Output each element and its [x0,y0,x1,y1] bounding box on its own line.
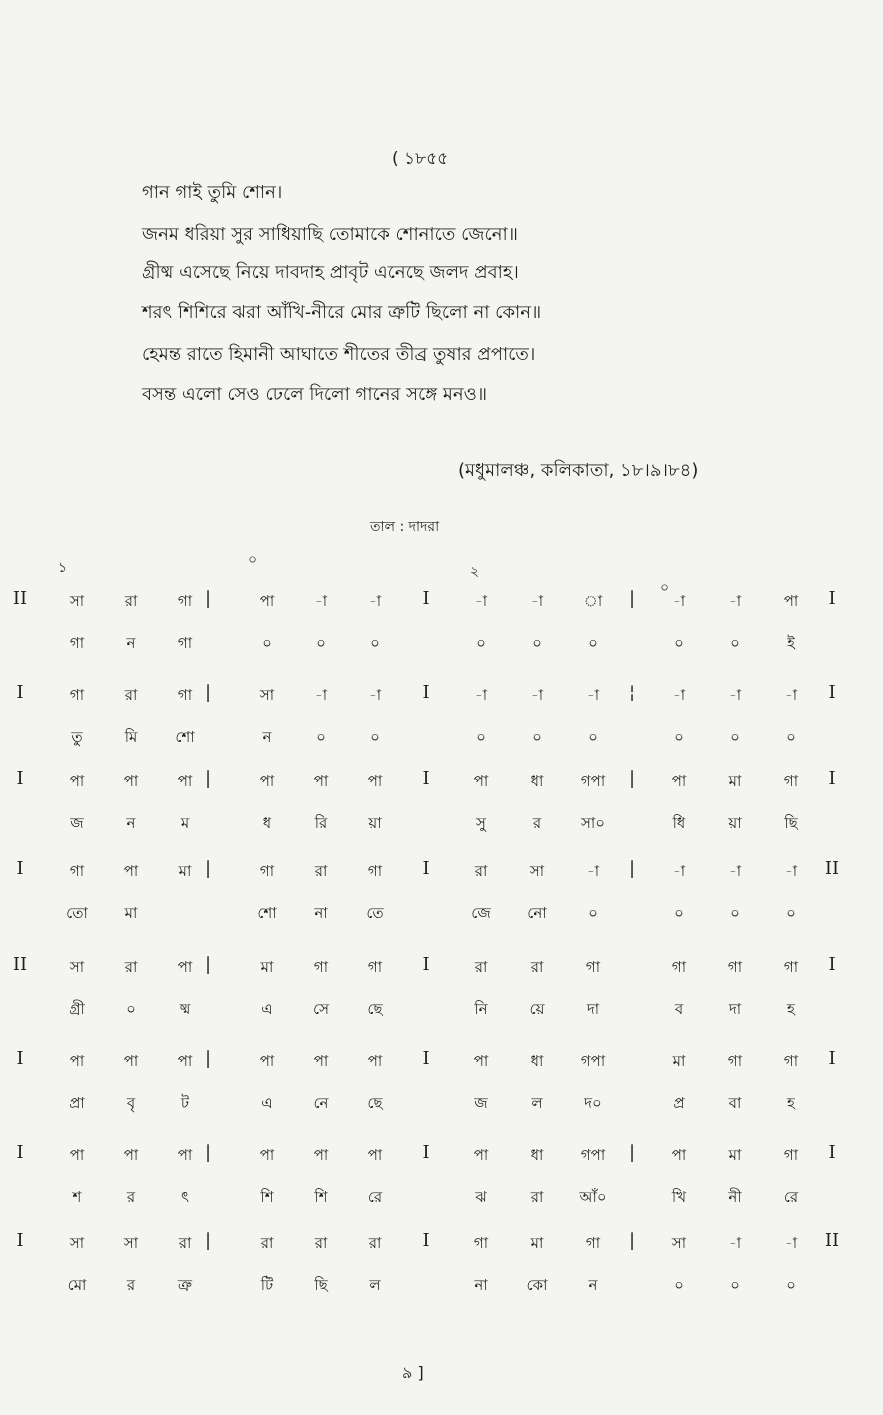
tala-label: তাল : দাদরা [370,519,440,535]
bar-line: | [628,768,636,789]
bar-line: I [16,858,24,879]
lyric-syllable: ০ [476,728,486,746]
bar-line: I [422,1048,430,1069]
swara-note: মা [530,1234,544,1252]
lyric-syllable: এ [261,1000,273,1018]
swara-note: া [583,592,603,610]
swara-note: গা [585,1234,601,1252]
lyric-syllable: তু [71,728,83,746]
lyric-syllable: ০ [674,1276,684,1294]
lyric-syllable: ন [126,634,136,652]
swara-note: রা [474,958,488,976]
bar-line: II [12,588,28,609]
swara-note: পা [177,958,193,976]
lyric-syllable: না [314,904,328,922]
swara-note: -া [784,862,798,880]
swara-note: পা [313,1146,329,1164]
bar-line: I [16,1142,24,1163]
tala-mark: ০ [660,580,670,596]
swara-note: -া [368,686,382,704]
lyric-line: গান গাই তুমি শোন। [142,182,283,203]
lyric-syllable: ন [126,814,136,832]
lyric-syllable: হ [787,1000,795,1018]
bar-line: | [204,1142,212,1163]
swara-note: সা [671,1234,687,1252]
swara-note: পা [69,1146,85,1164]
lyric-syllable: ল [369,1276,381,1294]
lyric-syllable: জ [474,1094,488,1112]
lyric-syllable: গ্রী [69,1000,85,1018]
swara-note: সা [69,592,85,610]
bar-line: | [204,1230,212,1251]
lyric-syllable: শি [260,1188,274,1206]
swara-note: -া [784,686,798,704]
swara-note: পা [671,772,687,790]
lyric-syllable: ০ [262,634,272,652]
bar-line: ¦ [628,682,636,703]
bar-line: I [16,1048,24,1069]
lyric-syllable: এ [261,1094,273,1112]
swara-note: পা [259,592,275,610]
lyric-syllable: ০ [126,1000,136,1018]
lyric-line: জনম ধরিয়া সুর সাধিয়াছি তোমাকে শোনাতে জেনো॥ [142,224,518,245]
lyric-syllable: ০ [476,634,486,652]
swara-note: পা [259,1146,275,1164]
tala-mark: ০ [248,552,258,568]
page-number: ৯ ] [402,1363,424,1382]
swara-note: ধা [530,772,544,790]
lyric-syllable: ধি [672,814,686,832]
swara-note: সা [69,1234,85,1252]
swara-note: গা [783,1052,799,1070]
lyric-syllable: দ০ [584,1094,602,1112]
lyric-syllable: ০ [588,634,598,652]
swara-note: রা [124,686,138,704]
lyric-syllable: মি [124,728,138,746]
tala-mark: ২ [470,564,480,580]
lyric-syllable: জে [471,904,491,922]
lyric-syllable: কো [526,1276,548,1294]
lyric-syllable: ধ [262,814,272,832]
lyric-syllable: র [126,1276,136,1294]
tala-mark: ১ [58,560,68,576]
lyric-syllable: ০ [370,728,380,746]
lyric-syllable: হ [787,1094,795,1112]
lyric-syllable: মো [67,1276,87,1294]
lyric-syllable: জ [70,814,84,832]
lyric-syllable: সে [313,1000,329,1018]
lyric-syllable: নী [728,1188,742,1206]
lyric-syllable: ঝ [475,1188,487,1206]
swara-note: -া [728,686,742,704]
lyric-syllable: ষ্ম [179,1000,191,1018]
bar-line: | [204,682,212,703]
lyric-syllable: ত্রু [177,1276,193,1294]
bar-line: | [628,588,636,609]
swara-note: গা [313,958,329,976]
swara-note: রা [474,862,488,880]
lyric-line: হেমন্ত রাতে হিমানী আঘাতে শীতের তীব্র তুষার প্রপাতে। [142,344,536,365]
lyric-syllable: ০ [730,728,740,746]
lyric-syllable: রে [783,1188,799,1206]
swara-note: পা [473,772,489,790]
lyric-line: বসন্ত এলো সেও ঢেলে দিলো গানের সঙ্গে মনও॥ [142,384,488,405]
lyric-syllable: য়া [368,814,382,832]
bar-line: | [204,954,212,975]
lyric-syllable: নে [313,1094,329,1112]
lyric-syllable: ০ [674,904,684,922]
swara-note: গা [259,862,275,880]
swara-note: পা [259,1052,275,1070]
swara-note: সা [69,958,85,976]
lyric-syllable: ন [262,728,272,746]
swara-note: -া [474,592,488,610]
lyric-syllable: প্রা [69,1094,85,1112]
lyric-syllable: ০ [786,904,796,922]
lyric-syllable: প্র [673,1094,685,1112]
swara-note: মা [260,958,274,976]
bar-line: I [16,768,24,789]
lyric-syllable: বৃ [126,1094,136,1112]
lyric-syllable: দা [728,1000,742,1018]
swara-note: পা [313,772,329,790]
swara-note: পা [473,1146,489,1164]
swara-note: সা [259,686,275,704]
swara-note: -া [672,862,686,880]
swara-note: পা [69,772,85,790]
lyric-syllable: ০ [730,634,740,652]
swara-note: মা [728,772,742,790]
bar-line: | [628,1142,636,1163]
lyric-syllable: ট [180,1094,190,1112]
bar-line: II [824,858,840,879]
lyric-syllable: ০ [588,728,598,746]
swara-note: গা [69,862,85,880]
swara-note: রা [314,862,328,880]
swara-note: -া [728,862,742,880]
bar-line: I [16,1230,24,1251]
lyric-syllable: ০ [316,728,326,746]
swara-note: পা [367,1052,383,1070]
lyric-syllable: শি [314,1188,328,1206]
lyric-syllable: ল [531,1094,543,1112]
bar-line: I [422,588,430,609]
swara-note: গা [783,958,799,976]
lyric-syllable: ০ [730,904,740,922]
lyric-syllable: শো [257,904,277,922]
lyric-line: শরৎ শিশিরে ঝরা আঁখি-নীরে মোর ত্রুটি ছিলো না কোন॥ [142,302,542,323]
lyric-syllable: ০ [786,1276,796,1294]
swara-note: পা [671,1146,687,1164]
bar-line: I [16,682,24,703]
bar-line: I [828,768,836,789]
swara-note: গা [177,592,193,610]
bar-line: | [628,858,636,879]
bar-line: I [828,682,836,703]
lyric-syllable: ছি [314,1276,328,1294]
swara-note: পা [123,1052,139,1070]
lyric-syllable: ৎ [180,1188,190,1206]
swara-note: পা [473,1052,489,1070]
swara-note: -া [314,592,328,610]
swara-note: পা [783,592,799,610]
bar-line: I [828,1048,836,1069]
source-citation: (মধুমালঞ্চ, কলিকাতা, ১৮।৯।৮৪) [458,460,699,481]
swara-note: রা [260,1234,274,1252]
lyric-syllable: সু [476,814,486,832]
swara-note: -া [530,686,544,704]
swara-note: সা [529,862,545,880]
lyric-syllable: রা [530,1188,544,1206]
bar-line: I [422,1230,430,1251]
swara-note: গা [69,686,85,704]
lyric-syllable: রে [367,1188,383,1206]
lyric-syllable: না [474,1276,488,1294]
lyric-syllable: য়ে [529,1000,545,1018]
bar-line: I [828,954,836,975]
lyric-syllable: ০ [532,634,542,652]
swara-note: সা [123,1234,139,1252]
swara-note: গপা [580,1146,606,1164]
lyric-syllable: র [532,814,542,832]
swara-note: পা [123,772,139,790]
swara-note: -া [672,592,686,610]
lyric-syllable: শো [175,728,195,746]
swara-note: মা [728,1146,742,1164]
swara-note: পা [367,1146,383,1164]
lyric-syllable: ০ [370,634,380,652]
bar-line: | [204,858,212,879]
swara-note: পা [123,1146,139,1164]
swara-note: -া [586,862,600,880]
swara-note: গপা [580,772,606,790]
swara-note: -া [672,686,686,704]
swara-note: পা [69,1052,85,1070]
lyric-syllable: ই [787,634,795,652]
lyric-syllable: ব [674,1000,684,1018]
lyric-syllable: শ [72,1188,82,1206]
swara-note: রা [178,1234,192,1252]
lyric-syllable: নো [527,904,547,922]
bar-line: | [204,588,212,609]
bar-line: I [422,858,430,879]
swara-note: পা [177,1052,193,1070]
lyric-syllable: নি [474,1000,488,1018]
lyric-syllable: র [126,1188,136,1206]
bar-line: II [824,1230,840,1251]
swara-note: রা [314,1234,328,1252]
swara-note: মা [672,1052,686,1070]
lyric-syllable: দা [586,1000,600,1018]
swara-note: গা [727,958,743,976]
swara-note: পা [123,862,139,880]
bar-line: I [422,954,430,975]
bar-line: I [422,1142,430,1163]
swara-note: পা [177,772,193,790]
swara-note: -া [314,686,328,704]
swara-note: পা [259,772,275,790]
lyric-syllable: গা [177,634,193,652]
swara-note: গা [367,958,383,976]
swara-note: মা [178,862,192,880]
lyric-syllable: ০ [588,904,598,922]
lyric-syllable: ন [588,1276,598,1294]
bar-line: I [422,768,430,789]
lyric-syllable: ছে [367,1094,383,1112]
swara-note: -া [728,592,742,610]
swara-note: -া [530,592,544,610]
bar-line: | [204,768,212,789]
lyric-syllable: ০ [316,634,326,652]
swara-note: গা [367,862,383,880]
swara-note: -া [728,1234,742,1252]
swara-note: পা [367,772,383,790]
swara-note: গা [671,958,687,976]
swara-note: রা [368,1234,382,1252]
bar-line: I [828,1142,836,1163]
lyric-syllable: সা০ [580,814,605,832]
bar-line: | [204,1048,212,1069]
bar-line: | [628,1230,636,1251]
lyric-syllable: তে [366,904,384,922]
swara-note: -া [368,592,382,610]
lyric-syllable: খি [671,1188,687,1206]
lyric-syllable: ম [180,814,190,832]
page-header: ( ১৮৫৫ [392,149,449,169]
lyric-syllable: বা [728,1094,742,1112]
swara-note: ধা [530,1052,544,1070]
swara-note: গা [783,772,799,790]
lyric-line: গ্রীষ্ম এসেছে নিয়ে দাবদাহ প্রাবৃট এনেছে জলদ প্রবাহ। [142,262,519,283]
swara-note: গা [585,958,601,976]
lyric-syllable: রি [314,814,328,832]
swara-note: ধা [530,1146,544,1164]
lyric-syllable: ছি [784,814,798,832]
swara-note: রা [530,958,544,976]
lyric-syllable: ০ [786,728,796,746]
lyric-syllable: ০ [674,728,684,746]
lyric-syllable: টি [260,1276,274,1294]
swara-note: পা [177,1146,193,1164]
swara-note: গা [473,1234,489,1252]
swara-note: পা [313,1052,329,1070]
lyric-syllable: ছে [367,1000,383,1018]
swara-note: রা [124,958,138,976]
lyric-syllable: গা [69,634,85,652]
bar-line: II [12,954,28,975]
swara-note: গা [177,686,193,704]
swara-note: -া [586,686,600,704]
lyric-syllable: তো [66,904,88,922]
lyric-syllable: ০ [674,634,684,652]
lyric-syllable: মা [124,904,138,922]
swara-note: গা [727,1052,743,1070]
swara-note: গপা [580,1052,606,1070]
swara-note: গা [783,1146,799,1164]
lyric-syllable: আঁ০ [579,1188,607,1206]
lyric-syllable: ০ [532,728,542,746]
swara-note: রা [124,592,138,610]
lyric-syllable: য়া [728,814,742,832]
swara-note: -া [784,1234,798,1252]
bar-line: I [828,588,836,609]
swara-note: -া [474,686,488,704]
lyric-syllable: ০ [730,1276,740,1294]
bar-line: I [422,682,430,703]
